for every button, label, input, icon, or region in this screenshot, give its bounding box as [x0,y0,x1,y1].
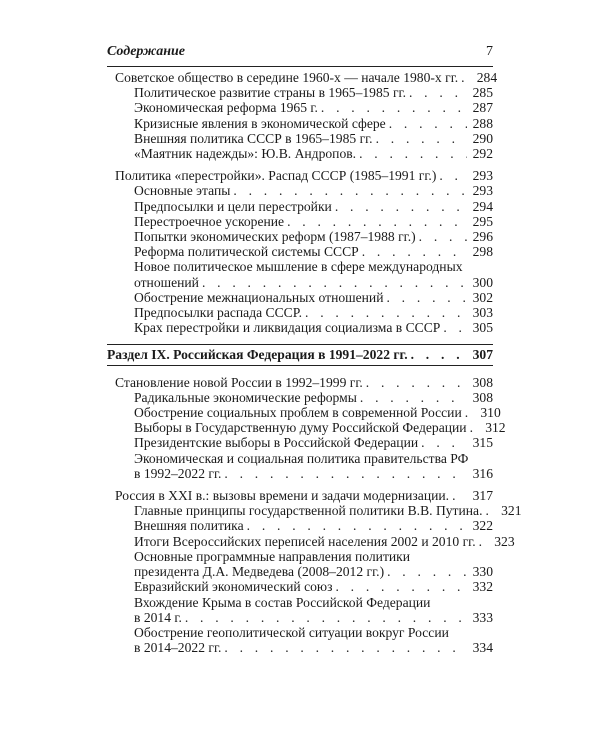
toc-entry-text: Реформа политической системы СССР [134,244,359,260]
toc-entry[interactable] [107,503,522,519]
toc-entry[interactable] [107,420,506,436]
toc-page-number: 333 [472,609,493,625]
dot-leader [386,290,467,305]
dot-leader [443,320,467,335]
toc-page-number: 334 [472,640,493,656]
toc-entry[interactable] [107,518,493,533]
dot-leader [421,435,467,450]
toc-entry[interactable] [107,146,493,161]
toc-entry[interactable] [107,533,515,549]
toc-entry-text: Предпосылки и цели перестройки [134,198,332,214]
toc-entry[interactable] [107,275,493,290]
toc-entry[interactable] [107,85,493,100]
dot-leader [376,131,467,146]
toc-entry-text: Обострение межнациональных отношений [134,289,384,305]
toc-entry-text: Советское общество в середине 1960-х — начале 1980-х гг. [115,70,459,85]
toc-entry-text: Перестроечное ускорение [134,213,285,229]
toc-entry-text: Внешняя политика [134,518,244,534]
toc-entry[interactable] [107,131,493,146]
toc-page-number: 312 [485,420,506,436]
dot-leader [452,488,467,503]
toc-page-number: 303 [472,305,493,321]
dot-leader [202,275,467,290]
dot-leader [233,183,467,198]
toc-page-number: 294 [472,198,493,214]
toc-entry[interactable] [107,70,498,85]
toc-page-number: 322 [472,518,493,534]
toc-entry-text: в 1992–2022 гг. [134,465,222,481]
running-title: Содержание [107,44,185,59]
toc-entry-line [107,595,493,610]
toc-entry[interactable] [107,390,493,405]
toc-page-number: 285 [472,85,493,101]
toc-page-number: 296 [472,229,493,245]
dot-leader [479,534,489,549]
toc-entry-text: в 2014 г. [134,609,182,625]
table-of-contents [107,70,522,656]
toc-page-number: 316 [472,465,493,481]
toc-entry-text: Предпосылки распада СССР. [134,305,303,321]
toc-entry-text: Раздел IX. Российская Федерация в 1991–2022 гг. [107,347,408,363]
toc-entry-text: Политика «перестройки». Распад СССР (1985–1991 гг.) [115,168,437,184]
toc-page-number: 332 [472,579,493,595]
page-number: 7 [486,44,493,59]
toc-entry[interactable] [107,375,493,390]
toc-page-number: 288 [472,115,493,131]
dot-leader [247,518,467,533]
toc-entry-text: Новое политическое мышление в сфере международных [134,259,463,275]
toc-entry[interactable] [107,466,493,481]
toc-entry[interactable] [107,579,493,594]
toc-entry-text: Обострение геополитической ситуации вокруг России [134,624,449,640]
toc-entry-text: Экономическая и социальная политика правительства РФ [134,450,469,466]
toc-entry-text: в 2014–2022 гг. [134,640,222,656]
toc-page-number: 323 [494,533,515,549]
toc-entry[interactable] [107,183,493,198]
toc-entry-text: Основные программные направления политики [134,548,411,564]
toc-entry[interactable] [107,488,493,503]
page-header [107,44,493,60]
toc-entry[interactable] [107,290,493,305]
toc-entry[interactable] [107,199,493,214]
toc-entry-text: Становление новой России в 1992–1999 гг. [115,374,363,390]
toc-entry-text: Выборы в Государственную думу Российской Федерации [134,420,467,436]
dot-leader [419,229,467,244]
toc-entry[interactable] [107,214,493,229]
dot-leader [185,610,467,625]
dot-leader [362,244,467,259]
toc-entry-line [107,451,493,466]
dot-leader [360,390,467,405]
toc-entry-text: Радикальные экономические реформы [134,389,357,405]
toc-page-number: 330 [472,564,493,580]
dot-leader [389,116,467,131]
toc-page-number: 317 [472,488,493,504]
header-rule [107,66,493,67]
toc-page-number: 302 [472,289,493,305]
toc-entry-text: Вхождение Крыма в состав Российской Федерации [134,594,431,610]
toc-entry[interactable] [107,435,493,450]
toc-entry-text: Кризисные явления в экономической сфере [134,115,386,131]
section-rule [107,344,493,345]
toc-entry[interactable] [107,100,493,115]
dot-leader [335,199,467,214]
toc-page-number: 315 [472,435,493,451]
toc-entry[interactable] [107,610,493,625]
dot-leader [411,347,467,362]
dot-leader [409,85,467,100]
toc-page-number: 300 [472,274,493,290]
toc-page-number: 308 [472,389,493,405]
dot-leader [387,564,467,579]
toc-entry[interactable] [107,116,493,131]
toc-entry-line [107,625,493,640]
toc-entry-text: Крах перестройки и ликвидация социализма в СССР [134,320,441,336]
toc-entry[interactable] [107,168,493,183]
toc-entry[interactable] [107,244,493,259]
toc-entry-text: Итоги Всероссийских переписей населения 2002 и 2010 гг. [134,533,476,549]
dot-leader [305,305,467,320]
toc-page-number: 293 [472,168,493,184]
dot-leader [359,146,467,161]
toc-page-number: 295 [472,213,493,229]
toc-entry[interactable] [107,305,493,320]
toc-entry-text: Политическое развитие страны в 1965–1985 гг. [134,85,406,101]
dot-leader [485,503,495,518]
toc-page-number: 290 [472,130,493,146]
toc-page-number: 284 [476,70,498,85]
toc-entry[interactable] [107,229,493,244]
toc-entry-line [107,259,493,274]
toc-entry-text: Основные этапы [134,183,231,199]
toc-page-number: 305 [472,320,493,336]
toc-entry-text: Внешняя политика СССР в 1965–1985 гг. [134,130,373,146]
dot-leader [439,168,467,183]
toc-page-number: 293 [472,183,493,199]
dot-leader [287,214,467,229]
toc-page-number: 321 [501,503,522,519]
toc-entry-text: отношений [134,274,199,290]
toc-page-number: 292 [472,146,493,162]
dot-leader [224,640,467,655]
toc-entry-text: Экономическая реформа 1965 г. [134,100,318,116]
toc-entry[interactable] [107,405,501,421]
toc-entry-text: Россия в XXI в.: вызовы времени и задачи модернизации. [115,488,450,504]
toc-page-number: 287 [472,100,493,116]
toc-page-number: 308 [472,374,493,390]
toc-page-number: 310 [480,405,501,421]
section-rule [107,365,493,366]
dot-leader [321,100,467,115]
toc-entry-line [107,549,493,564]
toc-entry-text: «Маятник надежды»: Ю.В. Андропов. [134,146,357,162]
toc-entry-text: президента Д.А. Медведева (2008–2012 гг.) [134,564,385,580]
toc-entry[interactable] [107,640,493,655]
toc-entry[interactable] [107,320,493,335]
toc-entry-text: Президентские выборы в Российской Федерации [134,435,419,451]
toc-page-number: 307 [472,347,493,363]
dot-leader [461,70,471,85]
toc-entry[interactable] [107,564,493,579]
toc-entry-text: Попытки экономических реформ (1987–1988 гг.) [134,229,416,245]
toc-entry-text: Главные принципы государственной политики В.В. Путина. [134,503,483,519]
dot-leader [335,579,467,594]
dot-leader [224,466,467,481]
toc-part-entry[interactable] [107,347,493,362]
dot-leader [465,405,475,420]
toc-entry-text: Обострение социальных проблем в современной России [134,405,462,421]
toc-page-number: 298 [472,244,493,260]
dot-leader [366,375,467,390]
dot-leader [470,420,480,435]
toc-entry-text: Евразийский экономический союз [134,579,333,595]
